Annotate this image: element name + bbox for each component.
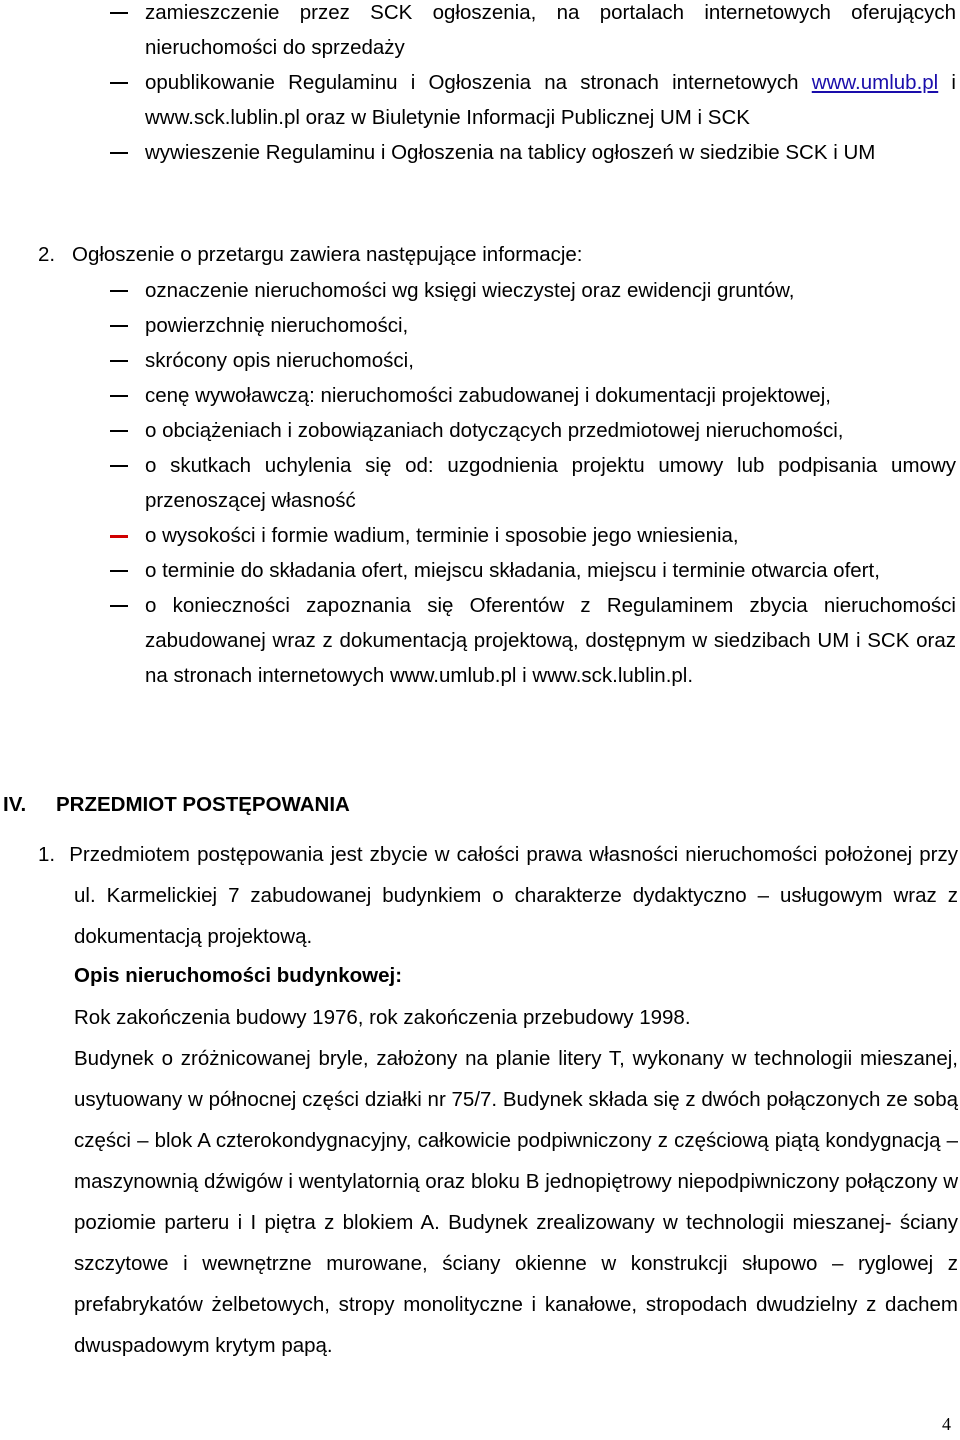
dash-bullet [110, 152, 128, 154]
announcement-info-list [0, 273, 960, 693]
construction-year-paragraph: Rok zakończenia budowy 1976, rok zakończenia przebudowy 1998. [74, 1006, 691, 1029]
dash-bullet [110, 360, 128, 362]
list-item: o terminie do składania ofert, miejscu składania, miejscu i terminie otwarcia ofert, [0, 553, 960, 588]
list-item: o skutkach uchylenia się od: uzgodnienia projektu umowy lub podpisania umowy przenoszącej własność [0, 448, 960, 518]
dash-bullet [110, 570, 128, 572]
dash-bullet [110, 465, 128, 467]
list-item: powierzchnię nieruchomości, [0, 308, 960, 343]
building-description-heading: Opis nieruchomości budynkowej: [74, 964, 403, 987]
dash-bullet [110, 605, 128, 607]
dash-bullet [110, 12, 128, 14]
list-item: wywieszenie Regulaminu i Ogłoszenia na tablicy ogłoszeń w siedzibie SCK i UM [0, 135, 960, 170]
list-item: o wysokości i formie wadium, terminie i sposobie jego wniesienia, [0, 518, 960, 553]
publication-methods-list [0, 0, 960, 170]
dash-bullet [110, 325, 128, 327]
umlub-link[interactable]: www.umlub.pl [811, 71, 939, 94]
list-item: o konieczności zapoznania się Oferentów z Regulaminem zbycia nieruchomości zabudowanej wraz z dokumentacją projektową, dostępnym w siedzibach UM i SCK oraz na stronach internetowych www.umlub.pl i www.sck.lublin.pl. [0, 588, 960, 693]
numbered-item-2: 2. Ogłoszenie o przetargu zawiera następujące informacje: [38, 243, 583, 266]
list-item: oznaczenie nieruchomości wg księgi wieczystej oraz ewidencji gruntów, [0, 273, 960, 308]
section-item-1: 1. Przedmiotem postępowania jest zbycie w całości prawa własności nieruchomości położonej przy ul. Karmelickiej 7 zabudowanej budynkiem o charakterze dydaktyczno – usługowym wraz z dokumentacją projektową. [38, 843, 958, 948]
dash-bullet [110, 82, 128, 84]
list-item: zamieszczenie przez SCK ogłoszenia, na portalach internetowych oferujących nieruchomości do sprzedaży [0, 0, 960, 65]
page-number: 4 [942, 1414, 951, 1434]
list-item: cenę wywoławczą: nieruchomości zabudowanej i dokumentacji projektowej, [0, 378, 960, 413]
building-description-paragraph: Budynek o zróżnicowanej bryle, założony na planie litery T, wykonany w technologii mieszanej, usytuowany w północnej części działki nr 75/7. Budynek składa się z dwóch połączonych ze sobą części – blok A czterokondygnacyjny, całkowicie podpiwniczony z częściową piątą kondygnacją – maszynownią dźwigów i wentylatornią oraz bloku B jednopiętrowy niepodpiwniczony połączony w poziomie parteru i I piętra z blokiem A. Budynek zrealizowany w technologii mieszanej- ściany szczytowe i wewnętrzne murowane, ściany okienne w konstrukcji słupowo – ryglowej z prefabrykatów żelbetowych, stropy monolityczne i kanałowe, stropodach dwudzielny z dachem dwuspadowym krytym papą. [74, 1047, 958, 1357]
list-item: o obciążeniach i zobowiązaniach dotyczących przedmiotowej nieruchomości, [0, 413, 960, 448]
red-dash-bullet [110, 535, 128, 538]
dash-bullet [110, 395, 128, 397]
dash-bullet [110, 430, 128, 432]
section-heading: IV. PRZEDMIOT POSTĘPOWANIA [3, 793, 350, 816]
list-item: skrócony opis nieruchomości, [0, 343, 960, 378]
list-item: opublikowanie Regulaminu i Ogłoszenia na stronach internetowych www.umlub.pl i www.sck.lublin.pl oraz w Biuletynie Informacji Publicznej UM i SCK [0, 65, 960, 135]
dash-bullet [110, 290, 128, 292]
